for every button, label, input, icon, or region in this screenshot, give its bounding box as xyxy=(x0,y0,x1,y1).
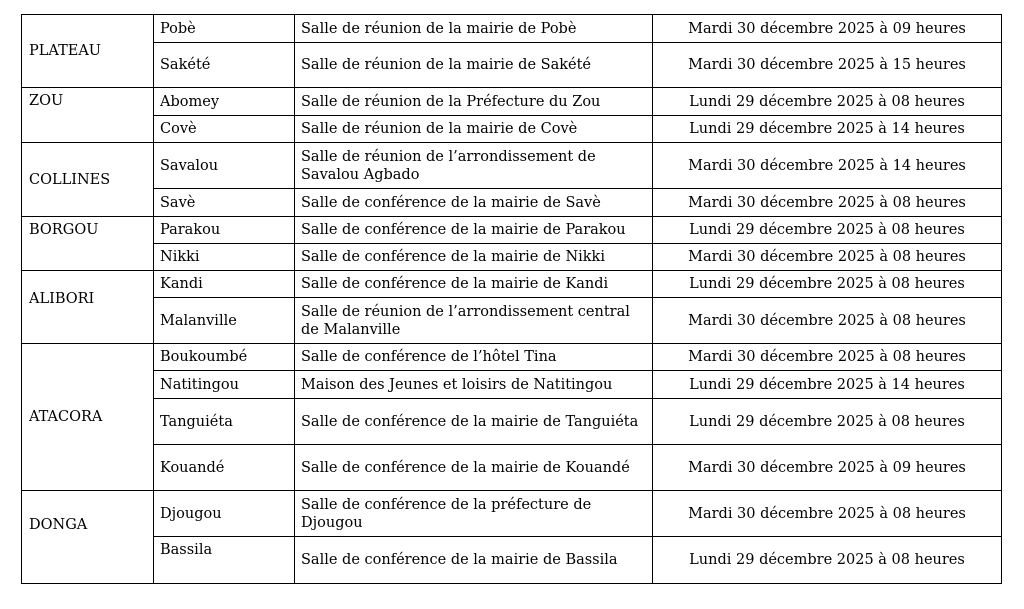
town-cell: Bassila xyxy=(154,537,295,584)
venue-cell: Salle de conférence de la mairie de Kandi xyxy=(295,271,653,298)
date-cell: Mardi 30 décembre 2025 à 08 heures xyxy=(653,298,1002,344)
date-cell: Lundi 29 décembre 2025 à 08 heures xyxy=(653,217,1002,244)
table-row xyxy=(22,116,1002,143)
department-cell: DONGA xyxy=(22,491,154,584)
town-cell: Djougou xyxy=(154,491,295,537)
venue-cell: Salle de conférence de la préfecture de Djougou xyxy=(295,491,653,537)
town-cell: Abomey xyxy=(154,88,295,116)
town-cell: Kouandé xyxy=(154,445,295,491)
table-row xyxy=(22,15,1002,43)
venue-cell: Salle de conférence de la mairie de Tanguiéta xyxy=(295,399,653,445)
venue-cell: Salle de conférence de l’hôtel Tina xyxy=(295,344,653,371)
town-cell: Malanville xyxy=(154,298,295,344)
town-cell: Kandi xyxy=(154,271,295,298)
date-cell: Mardi 30 décembre 2025 à 08 heures xyxy=(653,344,1002,371)
department-cell: ZOU xyxy=(22,88,154,143)
town-cell: Nikki xyxy=(154,244,295,271)
venue-cell: Salle de réunion de la mairie de Sakété xyxy=(295,43,653,88)
table-row xyxy=(22,537,1002,584)
venue-cell: Salle de conférence de la mairie de Parakou xyxy=(295,217,653,244)
table-row xyxy=(22,344,1002,371)
town-cell: Natitingou xyxy=(154,371,295,399)
date-cell: Lundi 29 décembre 2025 à 14 heures xyxy=(653,116,1002,143)
town-cell: Savè xyxy=(154,189,295,217)
town-cell: Tanguiéta xyxy=(154,399,295,445)
venue-cell: Salle de conférence de la mairie de Bassila xyxy=(295,537,653,584)
department-cell: ATACORA xyxy=(22,344,154,491)
table-row xyxy=(22,217,1002,244)
department-cell: PLATEAU xyxy=(22,15,154,88)
table-row xyxy=(22,271,1002,298)
date-cell: Mardi 30 décembre 2025 à 08 heures xyxy=(653,189,1002,217)
venue-cell: Salle de conférence de la mairie de Savè xyxy=(295,189,653,217)
date-cell: Lundi 29 décembre 2025 à 08 heures xyxy=(653,88,1002,116)
table-row xyxy=(22,491,1002,537)
table-row xyxy=(22,143,1002,189)
table-row xyxy=(22,399,1002,445)
town-cell: Covè xyxy=(154,116,295,143)
town-cell: Savalou xyxy=(154,143,295,189)
town-cell: Boukoumbé xyxy=(154,344,295,371)
venue-cell: Salle de réunion de la mairie de Pobè xyxy=(295,15,653,43)
town-cell: Pobè xyxy=(154,15,295,43)
town-cell: Sakété xyxy=(154,43,295,88)
date-cell: Mardi 30 décembre 2025 à 08 heures xyxy=(653,244,1002,271)
date-cell: Mardi 30 décembre 2025 à 08 heures xyxy=(653,491,1002,537)
table-row xyxy=(22,445,1002,491)
date-cell: Lundi 29 décembre 2025 à 08 heures xyxy=(653,271,1002,298)
table-row xyxy=(22,371,1002,399)
table-row xyxy=(22,43,1002,88)
table-row xyxy=(22,244,1002,271)
date-cell: Mardi 30 décembre 2025 à 09 heures xyxy=(653,445,1002,491)
department-cell: BORGOU xyxy=(22,217,154,271)
venue-cell: Salle de réunion de l’arrondissement central de Malanville xyxy=(295,298,653,344)
table-row xyxy=(22,298,1002,344)
venue-cell: Maison des Jeunes et loisirs de Natitingou xyxy=(295,371,653,399)
venue-cell: Salle de conférence de la mairie de Kouandé xyxy=(295,445,653,491)
date-cell: Lundi 29 décembre 2025 à 14 heures xyxy=(653,371,1002,399)
date-cell: Mardi 30 décembre 2025 à 09 heures xyxy=(653,15,1002,43)
table-row xyxy=(22,189,1002,217)
meetings-table xyxy=(21,14,1002,584)
venue-cell: Salle de réunion de la Préfecture du Zou xyxy=(295,88,653,116)
venue-cell: Salle de conférence de la mairie de Nikki xyxy=(295,244,653,271)
date-cell: Lundi 29 décembre 2025 à 08 heures xyxy=(653,399,1002,445)
town-cell: Parakou xyxy=(154,217,295,244)
table-row xyxy=(22,88,1002,116)
date-cell: Mardi 30 décembre 2025 à 15 heures xyxy=(653,43,1002,88)
venue-cell: Salle de réunion de l’arrondissement de Savalou Agbado xyxy=(295,143,653,189)
date-cell: Lundi 29 décembre 2025 à 08 heures xyxy=(653,537,1002,584)
venue-cell: Salle de réunion de la mairie de Covè xyxy=(295,116,653,143)
department-cell: COLLINES xyxy=(22,143,154,217)
department-cell: ALIBORI xyxy=(22,271,154,344)
date-cell: Mardi 30 décembre 2025 à 14 heures xyxy=(653,143,1002,189)
